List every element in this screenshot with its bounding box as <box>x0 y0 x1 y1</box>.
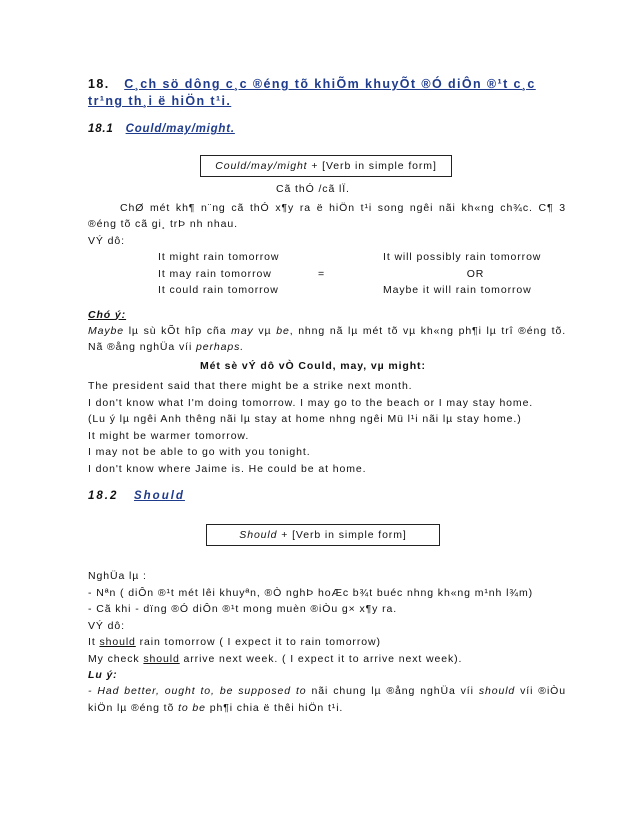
section-title: Should <box>133 490 185 502</box>
meaning-2: - Cã khi - dïng ®Ó diÔn ®¹t mong muèn ®iÒu g× x¶y ra. <box>88 603 398 615</box>
note-para <box>88 323 566 356</box>
meaning-line: Cã thÓ /cã lÏ. <box>276 183 350 195</box>
note-text-2: vµ <box>253 324 277 337</box>
luy-label: Lu ý: <box>88 669 118 681</box>
final-text-1: nãi chung lµ ®ång nghÜa víi <box>306 685 479 697</box>
note-maybe: Maybe <box>88 324 125 337</box>
final-note-para <box>88 683 566 716</box>
description-para: ChØ mét kh¶ n¨ng cã thÓ x¶y ra ë hiÖn t¹i song ngêi nãi kh«ng ch¾c. C¶ 3 ®éng tõ cã gi¸ trÞ nh nhau. <box>88 201 566 230</box>
examples-list <box>88 378 566 477</box>
ex1-post: rain tomorrow ( I expect it to rain tomorrow) <box>135 636 381 648</box>
note-perhaps: perhaps. <box>196 341 245 353</box>
chapter-title <box>88 76 566 110</box>
section-title: Could/may/might. <box>125 123 235 135</box>
formula-rest: + [Verb in simple form] <box>277 529 407 541</box>
note-may: may <box>231 324 254 337</box>
equals-sign: = <box>318 267 326 280</box>
ex1-pre: It <box>88 636 100 648</box>
chapter-title-line1: C¸ch sö dông c¸c ®éng tõ khiÕm khuyÕt ®Ó diÔn ®¹t c¸c <box>124 77 536 91</box>
final-italic-2: should <box>478 685 516 697</box>
ex2-pre: My check <box>88 652 144 665</box>
ex1-should: should <box>99 636 136 648</box>
final-italic-1: - Had better, ought to, be supposed to <box>88 685 307 697</box>
document-page <box>88 76 566 716</box>
example-sentence: I may not be able to go with you tonight. <box>88 446 311 458</box>
example-right-3: Maybe it will rain tomorrow <box>383 284 532 296</box>
example-sentence: (Lu ý lµ ngêi Anh thêng nãi lµ stay at home nhng ngêi Mü l¹i nãi lµ stay home.) <box>88 413 522 425</box>
example-grid <box>88 249 566 299</box>
example-sentence: I don't know where Jaime is. He could be at home. <box>88 462 367 475</box>
should-example-1 <box>88 634 566 651</box>
example-sentence: I don't know what I'm doing tomorrow. I may go to the beach or I may stay home. <box>88 396 534 409</box>
formula-box-should <box>206 524 440 546</box>
formula-modal: Could/may/might <box>215 160 308 172</box>
chapter-title-line2: tr¹ng th¸i ë hiÖn t¹i. <box>88 94 232 108</box>
section-18-1-heading <box>88 122 566 137</box>
final-text-3: ph¶i chia ë thêi hiÖn t¹i. <box>205 701 344 714</box>
section-number: 18.1 <box>88 123 114 135</box>
example-left-2: It may rain tomorrow <box>158 267 272 280</box>
ex2-post: arrive next week. ( I expect it to arrive next week). <box>179 652 463 665</box>
meaning-1: - Nªn ( diÔn ®¹t mét lêi khuyªn, ®Ò nghÞ hoÆc b¾t buéc nhng kh«ng m¹nh l¾m) <box>88 586 533 599</box>
note-text-1: lµ sù kÕt hîp cña <box>124 324 232 337</box>
example-left-3: It could rain tomorrow <box>158 284 279 296</box>
example-right-1: It will possibly rain tomorrow <box>383 251 542 263</box>
example-left-1: It might rain tomorrow <box>158 251 280 263</box>
example-right-2: OR <box>466 267 485 280</box>
note-label: Chó ý: <box>88 308 127 321</box>
example-label: VÝ dô: <box>88 234 125 247</box>
note-text-3: , nhng nã lµ mét tõ vµ kh«ng ph¶i lµ trî ®éng tõ. Nã ®ång nghÜa víi <box>88 324 567 353</box>
meaning-label: NghÜa lµ : <box>88 570 147 582</box>
final-italic-3: to be <box>178 701 206 714</box>
formula-modal: Should <box>239 529 278 541</box>
ex2-should: should <box>143 652 180 665</box>
example-sentence: The president said that there might be a strike next month. <box>88 380 413 392</box>
more-examples-title: Mét sè vÝ dô vÒ Could, may, vµ might: <box>200 359 426 372</box>
note-be: be <box>276 324 290 337</box>
section-18-2-heading <box>88 489 566 504</box>
section-number: 18.2 <box>88 490 119 502</box>
example-label: VÝ dô: <box>88 619 125 632</box>
formula-rest: + [Verb in simple form] <box>307 160 437 172</box>
final-text-2: víi ®iÒu kiÖn lµ ®éng tõ <box>88 685 566 714</box>
formula-box-could <box>200 155 452 177</box>
example-sentence: It might be warmer tomorrow. <box>88 429 250 442</box>
should-example-2 <box>88 651 566 668</box>
chapter-number: 18. <box>88 77 110 91</box>
